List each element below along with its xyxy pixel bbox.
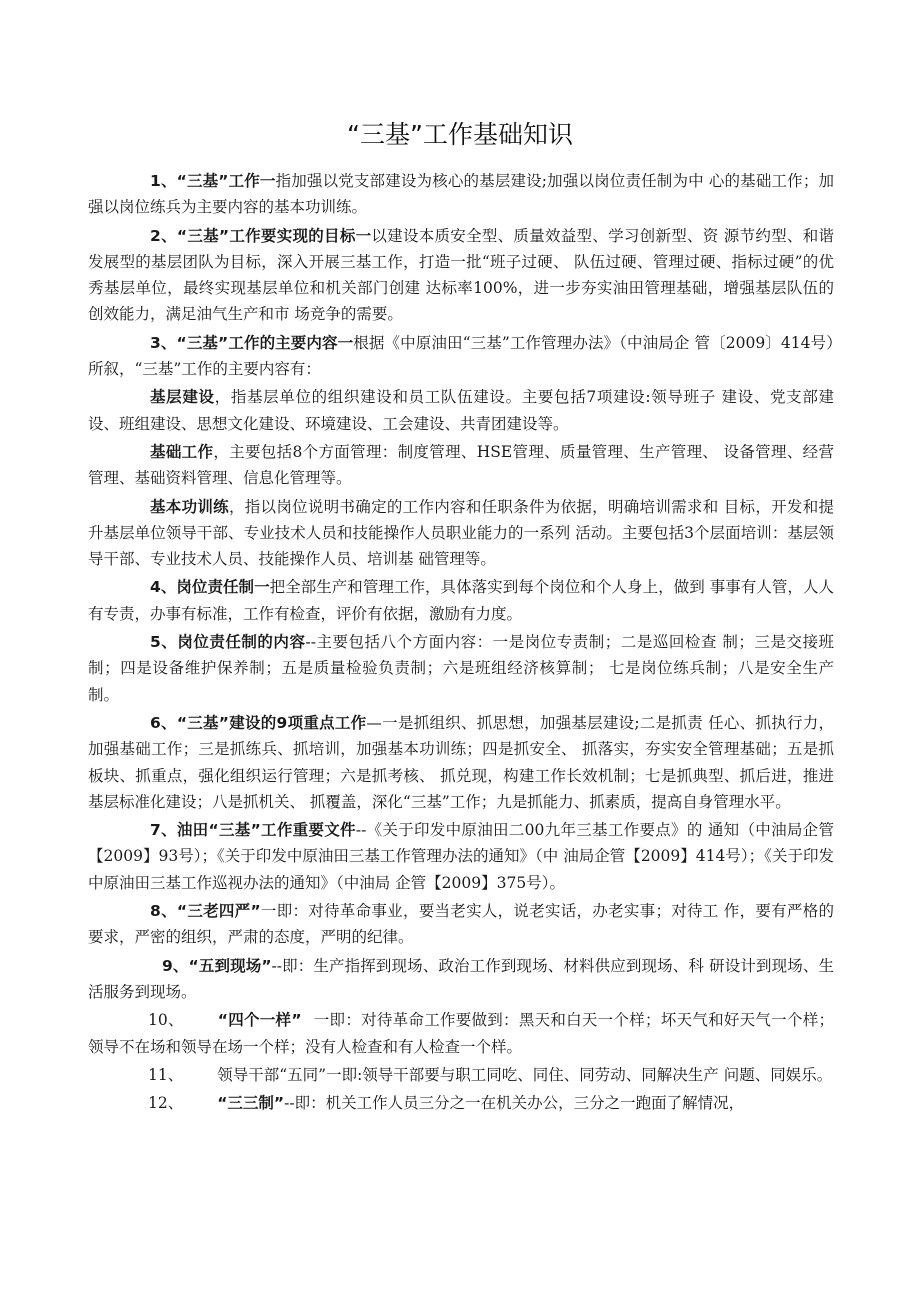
paragraph-1 [88, 168, 834, 221]
paragraph-8-text: 一即：对待革命事业，要当老实人，说老实话，办老实事；对待工 作，要有严格的要求，严密的组织，严肃的态度，严明的纪律。 [88, 902, 834, 947]
paragraph-9-text: --即：生产指挥到现场、政治工作到现场、材料供应到现场、科 研设计到现场、生活服务到现场。 [88, 956, 834, 1001]
paragraph-jiceng-jianshe-lead: 基层建设 [150, 388, 215, 407]
paragraph-6 [88, 710, 834, 815]
paragraph-jichu-gongzuo-text: ，主要包括8个方面管理：制度管理、HSE管理、质量管理、生产管理、 设备管理、经营管理、基础资料管理、信息化管理等。 [88, 442, 834, 488]
paragraph-12-number: 12、 [148, 1094, 184, 1113]
paragraph-5-text: --主要包括八个方面内容：一是岗位专责制；二是巡回检查 制；三是交接班制；四是设备维护保养制；五是质量检验负责制；六是班组经济核算制； 七是岗位练兵制；八是安全生产制。 [88, 633, 835, 704]
paragraph-5-lead: 5、岗位责任制的内容 [150, 633, 306, 652]
paragraph-10 [88, 1007, 834, 1060]
paragraph-jiceng-jianshe-text: ，指基层单位的组织建设和员工队伍建设。主要包括7项建设:领导班子 建设、党支部建设、班组建设、思想文化建设、环境建设、工会建设、共青团建设等。 [88, 388, 834, 433]
paragraph-jibengong-xunlian-text: ，指以岗位说明书确定的工作内容和任职条件为依据，明确培训需求和 目标，开发和提升基层单位领导干部、专业技术人员和技能操作人员职业能力的一系列 活动。主要包括3个层面培训：基层领导干部、专业技术人员、技能操作人员、培训基 础管理等。 [88, 497, 834, 569]
paragraph-2 [88, 223, 834, 328]
paragraph-7-lead: 7、油田“三基”工作重要文件 [150, 821, 356, 840]
paragraph-6-text: —一是抓组织、抓思想，加强基层建设;二是抓责 任心、抓执行力，加强基础工作；三是抓练兵、抓培训，加强基本功训练；四是抓安全、 抓落实，夯实安全管理基础；五是抓板块、抓重点，强化组织运行管理；六是抓考核、 抓兑现，构建工作长效机制；七是抓典型、抓后进，推进基层标准化建设；八是抓机关、 抓覆盖，深化“三基”工作；九是抓能力、抓素质，提高自身管理水平。 [88, 713, 835, 811]
paragraph-jibengong-xunlian [88, 494, 834, 573]
paragraph-9 [88, 953, 834, 1006]
paragraph-10-lead: “四个一样” [217, 1011, 302, 1030]
paragraph-8 [88, 898, 834, 951]
paragraph-4-lead: 4、岗位责任制一 [150, 578, 270, 597]
paragraph-3-text: 根据《中原油田“三基”工作管理办法》（中油局企 管〔2009〕414号）所叙，“三基”工作的主要内容有： [88, 333, 834, 379]
paragraph-12 [88, 1090, 834, 1116]
paragraph-1-lead: 1、“三基”工作一 [150, 172, 276, 190]
paragraph-2-lead: 2、“三基”工作要实现的目标一 [150, 226, 372, 245]
page-title: “三基”工作基础知识 [347, 120, 573, 149]
paragraph-12-text: --即：机关工作人员三分之一在机关办公，三分之一跑面了解情况， [284, 1094, 745, 1113]
paragraph-7 [88, 817, 834, 896]
paragraph-4-text: 把全部生产和管理工作，具体落实到每个岗位和个人身上，做到 事事有人管，人人有专责，办事有标准，工作有检查，评价有依据，激励有力度。 [88, 578, 834, 623]
paragraph-2-text: 以建设本质安全型、质量效益型、学习创新型、资 源节约型、和谐发展型的基层团队为目标，深入开展三基工作，打造一批“班子过硬、 队伍过硬、管理过硬、指标过硬”的优秀基层单位，最终实现基层单位和机关部门创建 达标率100%，进一步夯实油田管理基础，增强基层队伍的创效能力，满足油气生产和市 场竞争的需要。 [88, 226, 834, 324]
paragraph-4 [88, 574, 834, 627]
paragraph-jichu-gongzuo-lead: 基础工作 [150, 442, 214, 461]
paragraph-11-text: 领导干部“五同”一即:领导干部要与职工同吃、同住、同劳动、同解决生产 问题、同娱乐。 [217, 1065, 833, 1084]
document-body [88, 168, 834, 1118]
paragraph-1-text: 指加强以党支部建设为核心的基层建设;加强以岗位责任制为中 心的基础工作；加强以岗位练兵为主要内容的基本功训练。 [88, 172, 834, 217]
paragraph-jiceng-jianshe [88, 384, 834, 437]
paragraph-5 [88, 629, 834, 708]
paragraph-3-lead: 3、“三基”工作的主要内容一 [150, 333, 354, 352]
paragraph-9-lead: 9、“五到现场” [162, 956, 272, 975]
paragraph-3 [88, 330, 834, 383]
paragraph-jichu-gongzuo [88, 439, 834, 492]
paragraph-10-text: 一即：对待革命工作要做到：黑天和白天一个样；坏天气和好天气一个样；领导不在场和领导在场一个样；没有人检查和有人检查一个样。 [88, 1011, 834, 1056]
paragraph-11-number: 11、 [148, 1065, 184, 1084]
paragraph-7-text: --《关于印发中原油田二00九年三基工作要点》的 通知（中油局企管【2009】93号）；《关于印发中原油田三基工作管理办法的通知》（中 油局企管【2009】414号）；《关于印发中原油田三基工作巡视办法的通知》（中油局 企管【2009】375号）。 [88, 821, 834, 892]
paragraph-12-lead: “三三制” [217, 1094, 285, 1113]
paragraph-11 [88, 1062, 834, 1088]
paragraph-10-number: 10、 [148, 1011, 184, 1030]
paragraph-6-lead: 6、“三基”建设的9项重点工作 [150, 713, 367, 732]
paragraph-8-lead: 8、“三老四严” [150, 902, 261, 921]
paragraph-jibengong-xunlian-lead: 基本功训练 [150, 497, 229, 516]
